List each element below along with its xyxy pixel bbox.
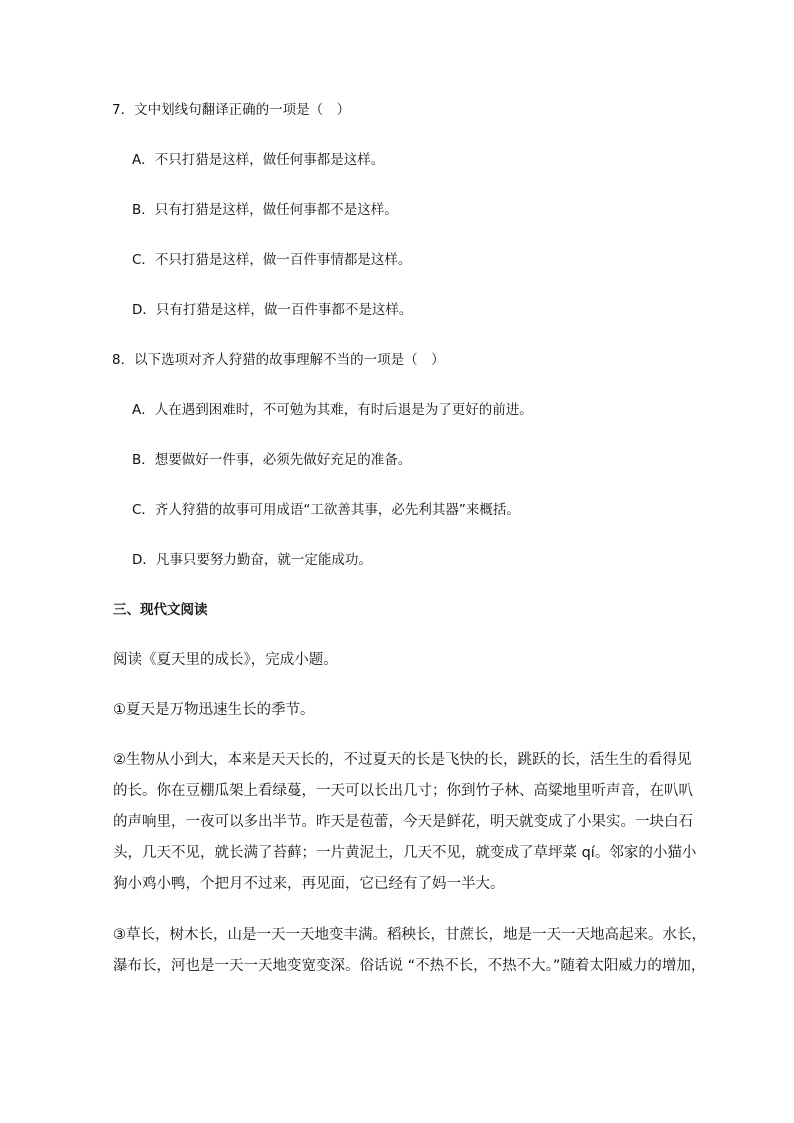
section-heading: 三、现代文阅读: [113, 602, 208, 618]
question-stem: 7．文中划线句翻译正确的一项是（ ）: [112, 102, 351, 118]
option-d: D．只有打猎是这样，做一百件事都不是这样。: [132, 302, 413, 318]
paragraph-line: ①夏天是万物迅速生长的季节。: [113, 702, 315, 718]
paragraph-line: 狗小鸡小鸭，个把月不过来，再见面，它已经有了妈一半大。: [113, 876, 505, 892]
paragraph-line: ②生物从小到大，本来是天天长的，不过夏天的长是飞快的长，跳跃的长，活生生的看得见: [113, 752, 692, 768]
option-b: B．只有打猎是这样，做任何事都不是这样。: [132, 202, 398, 218]
option-a: A．人在遇到困难时，不可勉为其难，有时后退是为了更好的前进。: [132, 402, 533, 418]
option-b: B．想要做好一件事，必须先做好充足的准备。: [132, 452, 412, 468]
paragraph-line: 的长。你在豆棚瓜架上看绿蔓，一天可以长出几寸；你到竹子林、高粱地里听声音，在叭叭: [113, 783, 693, 799]
option-c: C．不只打猎是这样，做一百件事情都是这样。: [132, 252, 412, 268]
paragraph-line: 头，几天不见，就长满了苔藓；一片黄泥土，几天不见，就变成了草坪菜 qí。邻家的小猫小: [113, 845, 697, 861]
paragraph-line: 的声响里，一夜可以多出半节。昨天是苞蕾，今天是鲜花，明天就变成了小果实。一块白石: [113, 814, 693, 830]
paragraph-line: ③草长，树木长，山是一天一天地变丰满。稻秧长，甘蔗长，地是一天一天地高起来。水长，: [113, 927, 706, 943]
question-stem: 8．以下选项对齐人狩猎的故事理解不当的一项是（ ）: [112, 352, 445, 368]
option-d: D．凡事只要努力勤奋，就一定能成功。: [132, 552, 372, 568]
option-a: A．不只打猎是这样，做任何事都是这样。: [132, 152, 385, 168]
reading-intro: 阅读《夏天里的成长》，完成小题。: [113, 652, 338, 668]
option-c: C．齐人狩猎的故事可用成语“工欲善其事，必先利其器”来概括。: [132, 502, 520, 518]
paragraph-line: 瀑布长，河也是一天一天地变宽变深。俗话说 “不热不长，不热不大。”随着太阳威力的增加，: [113, 958, 706, 974]
